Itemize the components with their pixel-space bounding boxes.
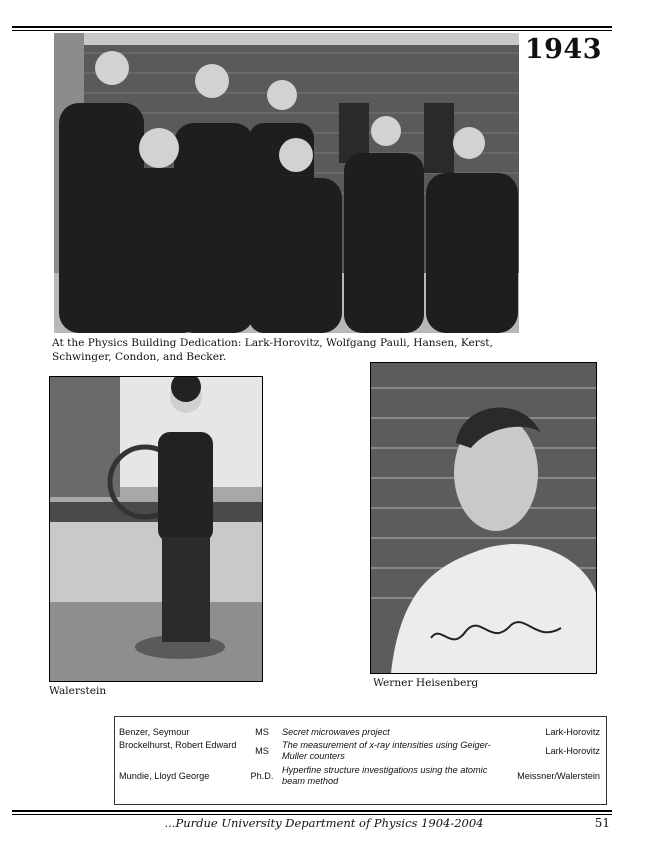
- advisor: [490, 765, 600, 787]
- bottom-rule: [12, 810, 612, 812]
- advisor: Lark-Horovitz: [545, 727, 600, 737]
- degree-text: Ph.D.: [250, 770, 274, 781]
- walerstein-photo: [49, 376, 263, 682]
- thesis-title: Secret microwaves project: [282, 727, 390, 737]
- walerstein-caption: Walerstein: [49, 685, 107, 697]
- thesis-title: The measurement of x-ray intensities using Geiger-Muller counters: [282, 740, 491, 761]
- heisenberg-photo: [370, 362, 597, 674]
- degree: MS: [255, 727, 269, 737]
- top-rule: [12, 26, 612, 28]
- year-heading: 1943: [524, 34, 602, 65]
- theses-table: [114, 716, 607, 805]
- degree: [245, 740, 279, 762]
- bottom-rule-thin: [12, 814, 612, 815]
- advisor: [490, 740, 600, 762]
- student-name: [119, 765, 237, 787]
- advisor-text: Meissner/Walerstein: [517, 770, 600, 781]
- student-name: Brockelhurst, Robert Edward: [119, 740, 237, 750]
- degree: [245, 765, 279, 787]
- thesis-title: Hyperfine structure investigations using the atomic beam method: [282, 765, 488, 786]
- footer-text: ...Purdue University Department of Physics 1904-2004: [164, 816, 484, 830]
- student-name: Benzer, Seymour: [119, 727, 190, 737]
- heisenberg-caption: Werner Heisenberg: [373, 677, 479, 689]
- student-name-text: Mundie, Lloyd George: [119, 770, 210, 781]
- page-number: 51: [594, 816, 610, 830]
- degree-text: MS: [255, 745, 269, 756]
- group-photo-caption: At the Physics Building Dedication: Lark-Horovitz, Wolfgang Pauli, Hansen, Kerst, Schwinger, Condon, and Becker.: [52, 337, 493, 363]
- top-rule-thin: [12, 30, 612, 31]
- advisor-text: Lark-Horovitz: [545, 745, 600, 756]
- group-photo: [54, 33, 519, 333]
